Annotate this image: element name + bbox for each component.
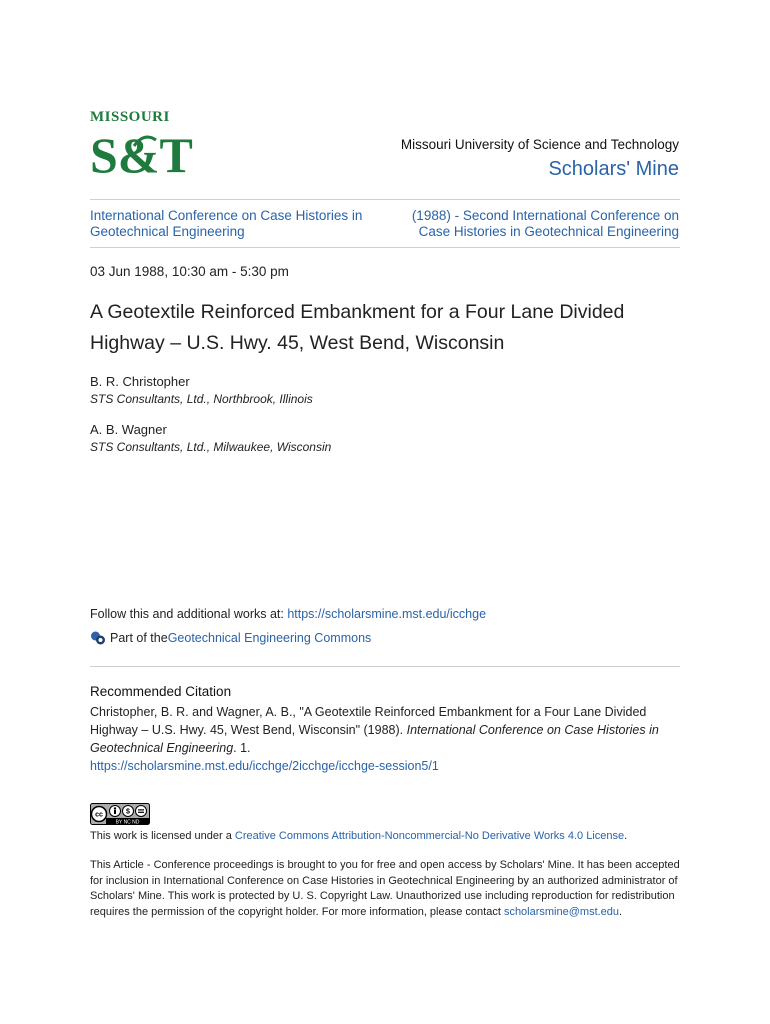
follow-prefix: Follow this and additional works at: (90, 607, 288, 621)
access-statement-text: This Article - Conference proceedings is brought to you for free and open access by Scholars' Mine. It has been accepted for inclusion in International Conference on Case Histories in Geotechnical Engineering by an authorized administrator of Scholars' Mine. This work is protected by U. S. Copyright Law. Unauthorized use including reproduction for redistribution requires the permission of the copyright holder. For more information, please contact (90, 859, 680, 918)
scholars-mine-link[interactable]: Scholars' Mine (548, 158, 679, 180)
author-affiliation: STS Consultants, Ltd., Northbrook, Illinois (90, 392, 313, 406)
article-title-line1: A Geotextile Reinforced Embankment for a Four Lane Divided (90, 301, 625, 323)
author-name: A. B. Wagner (90, 422, 167, 437)
part-of-prefix: Part of the (110, 631, 168, 645)
author-affiliation: STS Consultants, Ltd., Milwaukee, Wisconsin (90, 440, 332, 454)
university-name: Missouri University of Science and Technology (400, 137, 679, 152)
follow-line (90, 607, 486, 621)
author-name: B. R. Christopher (90, 374, 190, 389)
recommended-citation-heading: Recommended Citation (90, 684, 232, 699)
creative-commons-badge-icon[interactable] (90, 803, 150, 825)
contact-email-link[interactable]: scholarsmine@mst.edu (503, 905, 620, 918)
license-suffix: . (624, 830, 628, 842)
mst-logo (90, 109, 193, 183)
article-title-line2: Highway – U.S. Hwy. 45, West Bend, Wisconsin (90, 332, 505, 354)
logo-st-mark (90, 126, 193, 183)
cc-badge-text: BY NC ND (115, 819, 140, 826)
logo-st-glyphs: S&T (90, 127, 193, 183)
follow-link[interactable]: https://scholarsmine.mst.edu/icchge (287, 607, 487, 621)
divider-citation (90, 666, 680, 667)
divider-top (90, 199, 680, 200)
access-statement-suffix: . (619, 905, 623, 918)
citation-plain: Christopher, B. R. and Wagner, A. B., "A Geotextile Reinforced Embankment for a Four Lane Divided Highway – U.S. Hwy. 45, West Bend, Wisconsin" (1988). (90, 705, 647, 737)
access-statement (90, 858, 680, 920)
event-date: 03 Jun 1988, 10:30 am - 5:30 pm (90, 264, 289, 279)
logo-missouri-text: MISSOURI (90, 109, 170, 125)
digital-commons-icon (90, 630, 106, 646)
citation-italic: International Conference on Case Histories in Geotechnical Engineering (90, 723, 659, 755)
article-title (90, 297, 690, 359)
collection-link-session[interactable]: (1988) - Second International Conference on Case Histories in Geotechnical Engineering (411, 208, 679, 239)
part-of-line (90, 630, 371, 646)
citation-text (90, 703, 680, 775)
divider-collections (90, 247, 680, 248)
svg-text:cc: cc (95, 811, 103, 819)
citation-url-link[interactable]: https://scholarsmine.mst.edu/icchge/2icchge/icchge-session5/1 (90, 759, 439, 773)
license-link[interactable]: Creative Commons Attribution-Noncommercial-No Derivative Works 4.0 License (234, 830, 625, 842)
license-line (90, 830, 627, 842)
svg-text:$: $ (126, 808, 130, 816)
citation-suffix: . 1. (233, 741, 251, 755)
license-prefix: This work is licensed under a (90, 830, 235, 842)
collection-link-conference[interactable]: International Conference on Case Histories in Geotechnical Engineering (90, 208, 363, 239)
commons-link[interactable]: Geotechnical Engineering Commons (167, 631, 372, 645)
